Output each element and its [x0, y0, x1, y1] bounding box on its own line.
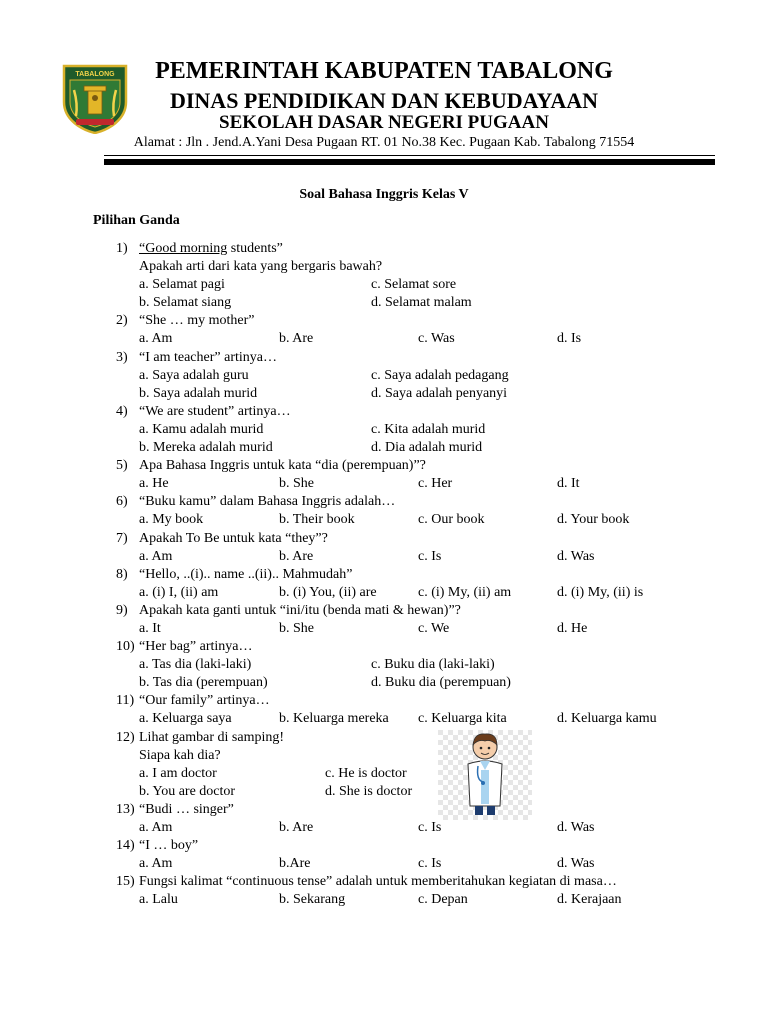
answer-options — [0, 421, 768, 439]
question-3 — [0, 349, 768, 403]
answer-option[interactable]: d. Buku dia (perempuan) — [371, 675, 511, 691]
question-2 — [0, 312, 768, 348]
answer-option[interactable]: d. Was — [557, 820, 595, 835]
answer-option[interactable]: a. Saya adalah guru — [139, 367, 249, 383]
answer-option[interactable]: a. (i) I, (ii) am — [139, 584, 219, 600]
answer-option[interactable]: c. (i) My, (ii) am — [418, 584, 512, 600]
answer-option[interactable]: d. Saya adalah penyanyi — [371, 385, 508, 401]
header-school: SEKOLAH DASAR NEGERI PUGAAN — [219, 112, 549, 133]
answer-option[interactable]: b. Are — [279, 820, 314, 835]
answer-option[interactable]: d. Keluarga kamu — [557, 711, 657, 727]
header-government: PEMERINTAH KABUPATEN TABALONG — [155, 58, 613, 84]
question-number: 10) — [116, 639, 135, 655]
question-text: Lihat gambar di samping! — [139, 729, 285, 745]
question-number: 1) — [116, 241, 128, 256]
header-divider-thin — [104, 155, 715, 156]
question-list — [0, 240, 768, 909]
question-15 — [0, 873, 768, 909]
question-1 — [0, 240, 768, 312]
answer-option[interactable]: c. Is — [418, 856, 442, 872]
answer-option[interactable]: d. Was — [557, 548, 595, 564]
question-1-line — [0, 240, 768, 258]
answer-options — [0, 439, 768, 457]
question-number: 6) — [116, 494, 128, 510]
answer-option[interactable]: a. Am — [139, 820, 173, 835]
answer-option[interactable]: b.Are — [279, 856, 311, 872]
question-number: 15) — [116, 874, 135, 890]
answer-options — [0, 548, 768, 566]
answer-option[interactable]: b. Their book — [279, 512, 355, 528]
answer-option[interactable]: a. My book — [139, 512, 204, 528]
question-text: Apakah kata ganti untuk “ini/itu (benda mati & hewan)”? — [139, 602, 461, 618]
header-department: DINAS PENDIDIKAN DAN KEBUDAYAAN — [169, 88, 599, 113]
answer-options — [0, 276, 768, 294]
answer-option[interactable]: b. Saya adalah murid — [139, 385, 258, 401]
question-15-line — [0, 873, 768, 891]
question-text: “I … boy” — [139, 838, 199, 854]
answer-option[interactable]: b. Tas dia (perempuan) — [139, 675, 268, 691]
question-1-line — [0, 258, 768, 276]
answer-option[interactable]: a. It — [139, 620, 161, 636]
question-text: Apakah arti dari kata yang bergaris bawah? — [139, 259, 383, 275]
question-9-line — [0, 602, 768, 620]
answer-options — [0, 511, 768, 529]
question-8 — [0, 566, 768, 602]
answer-option[interactable]: c. Kita adalah murid — [371, 421, 486, 437]
question-10-line — [0, 638, 768, 656]
question-3-line — [0, 349, 768, 367]
question-number: 12) — [116, 729, 135, 745]
question-13-line — [0, 801, 768, 819]
header-address: Alamat : Jln . Jend.A.Yani Desa Pugaan RT. 01 No.38 Kec. Pugaan Kab. Tabalong 71554 — [133, 135, 635, 150]
answer-option[interactable]: b. Selamat siang — [139, 295, 232, 311]
answer-option[interactable]: d. Was — [557, 856, 595, 872]
answer-option[interactable]: a. Selamat pagi — [139, 277, 225, 293]
question-8-line — [0, 566, 768, 584]
answer-option[interactable]: a. Am — [139, 548, 173, 564]
answer-options — [0, 367, 768, 385]
question-text: Siapa kah dia? — [139, 747, 221, 763]
question-4 — [0, 403, 768, 457]
answer-options — [0, 584, 768, 602]
answer-option[interactable]: c. Her — [418, 476, 453, 492]
answer-option[interactable]: a. Am — [139, 331, 173, 347]
answer-option[interactable]: a. Am — [139, 856, 173, 872]
answer-options — [0, 294, 768, 312]
answer-option[interactable]: c. He is doctor — [325, 765, 407, 781]
answer-option[interactable]: c. Saya adalah pedagang — [371, 367, 509, 383]
answer-option[interactable]: d. She is doctor — [325, 783, 413, 799]
question-11 — [0, 692, 768, 728]
question-12-line — [0, 729, 768, 747]
question-13 — [0, 801, 768, 837]
header-divider-thick — [104, 159, 715, 165]
answer-options — [0, 710, 768, 728]
question-number: 7) — [116, 530, 128, 546]
question-10 — [0, 638, 768, 692]
question-number: 8) — [116, 566, 128, 582]
question-text: Apa Bahasa Inggris untuk kata “dia (perempuan)”? — [139, 458, 426, 474]
svg-text:TABALONG: TABALONG — [75, 71, 115, 78]
doctor-illustration — [438, 730, 532, 820]
question-text: Apakah To Be untuk kata “they”? — [139, 530, 328, 546]
question-7 — [0, 530, 768, 566]
answer-option[interactable]: c. Keluarga kita — [418, 711, 507, 727]
answer-option[interactable]: b. Sekarang — [279, 892, 346, 908]
question-4-line — [0, 403, 768, 421]
question-text: “Buku kamu” dalam Bahasa Inggris adalah… — [139, 494, 396, 510]
answer-options — [0, 819, 768, 837]
question-text: “We are student” artinya… — [139, 403, 291, 419]
underlined-phrase: “Good morning — [139, 241, 228, 256]
question-7-line — [0, 530, 768, 548]
answer-option[interactable]: b. She — [279, 476, 314, 492]
answer-option[interactable]: c. Selamat sore — [371, 277, 457, 293]
answer-options — [0, 620, 768, 638]
answer-option[interactable]: c. Is — [418, 820, 442, 835]
answer-option[interactable]: a. Keluarga saya — [139, 711, 232, 727]
answer-option[interactable]: d. Selamat malam — [371, 295, 472, 311]
answer-option[interactable]: a. I am doctor — [139, 765, 217, 781]
exam-title: Soal Bahasa Inggris Kelas V — [299, 187, 469, 202]
question-2-line — [0, 312, 768, 330]
question-14-line — [0, 837, 768, 855]
answer-options — [0, 765, 768, 783]
answer-option[interactable]: c. Depan — [418, 892, 468, 908]
question-text: Fungsi kalimat “continuous tense” adalah untuk memberitahukan kegiatan di masa… — [139, 874, 617, 890]
question-text: “Her bag” artinya… — [139, 639, 253, 655]
answer-options — [0, 855, 768, 873]
answer-option[interactable]: d. It — [557, 476, 580, 492]
question-14 — [0, 837, 768, 873]
answer-option[interactable]: b. You are doctor — [139, 783, 236, 799]
answer-option[interactable]: c. Was — [418, 331, 455, 347]
answer-options — [0, 385, 768, 403]
question-text: “I am teacher” artinya… — [139, 349, 277, 365]
answer-option[interactable]: b. Are — [279, 331, 314, 347]
question-number: 13) — [116, 801, 135, 817]
answer-option[interactable]: b. She — [279, 620, 314, 636]
question-11-line — [0, 692, 768, 710]
question-number: 3) — [116, 349, 128, 365]
answer-options — [0, 674, 768, 692]
answer-option[interactable]: a. He — [139, 476, 169, 492]
question-number: 14) — [116, 838, 135, 854]
answer-option[interactable]: d. Kerajaan — [557, 892, 622, 908]
answer-option[interactable]: b. (i) You, (ii) are — [279, 584, 377, 600]
question-12 — [0, 729, 768, 801]
question-number: 4) — [116, 403, 128, 419]
answer-option[interactable]: b. Keluarga mereka — [279, 711, 389, 727]
answer-option[interactable]: c. Our book — [418, 512, 485, 528]
answer-option[interactable]: a. Kamu adalah murid — [139, 421, 264, 437]
answer-option[interactable]: d. (i) My, (ii) is — [557, 584, 644, 600]
question-6 — [0, 493, 768, 529]
question-6-line — [0, 493, 768, 511]
answer-option[interactable]: c. We — [418, 620, 450, 636]
question-9 — [0, 602, 768, 638]
answer-option[interactable]: d. Dia adalah murid — [371, 440, 483, 456]
answer-option[interactable]: d. Is — [557, 331, 582, 347]
answer-option[interactable]: c. Is — [418, 548, 442, 564]
question-text: “Budi … singer” — [139, 801, 234, 817]
question-5-line — [0, 457, 768, 475]
answer-options — [0, 475, 768, 493]
question-5 — [0, 457, 768, 493]
answer-option[interactable]: a. Lalu — [139, 892, 178, 908]
question-12-line — [0, 747, 768, 765]
answer-options — [0, 656, 768, 674]
question-text: “Our family” artinya… — [139, 693, 270, 709]
answer-options — [0, 330, 768, 348]
question-text: “Good morning students” — [139, 241, 283, 256]
section-heading: Pilihan Ganda — [93, 213, 180, 228]
question-text: “She … my mother” — [139, 313, 255, 329]
answer-option[interactable]: d. He — [557, 620, 588, 636]
question-number: 2) — [116, 313, 128, 329]
answer-options — [0, 783, 768, 801]
question-text: “Hello, ..(i).. name ..(ii).. Mahmudah” — [139, 566, 353, 582]
question-number: 5) — [116, 458, 128, 474]
question-number: 11) — [116, 693, 135, 709]
answer-options — [0, 891, 768, 909]
answer-option[interactable]: b. Mereka adalah murid — [139, 440, 273, 456]
answer-option[interactable]: b. Are — [279, 548, 314, 564]
answer-option[interactable]: c. Buku dia (laki-laki) — [371, 657, 495, 673]
answer-option[interactable]: a. Tas dia (laki-laki) — [139, 657, 252, 673]
question-number: 9) — [116, 602, 128, 618]
answer-option[interactable]: d. Your book — [557, 512, 630, 528]
